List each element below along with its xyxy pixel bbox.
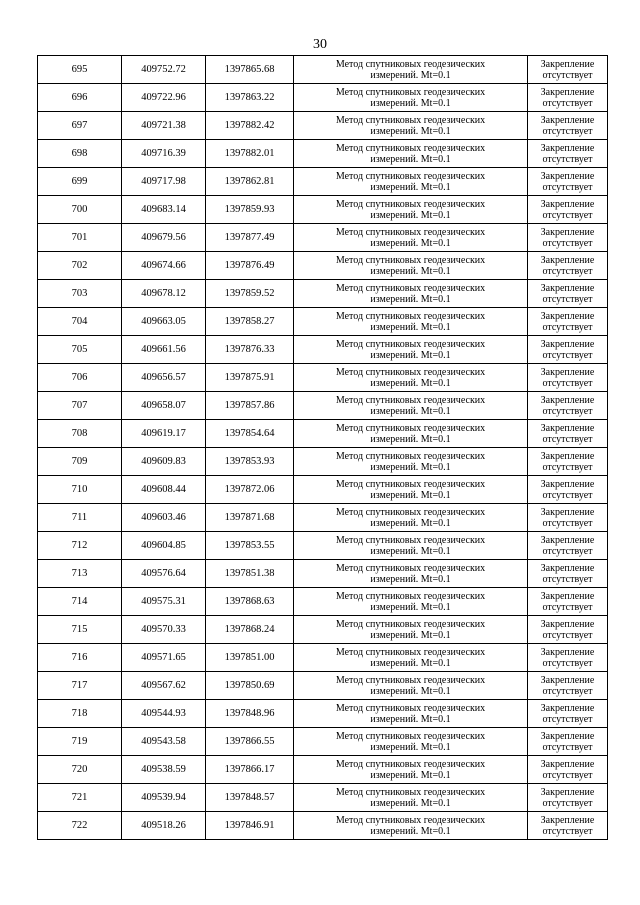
method-cell — [294, 420, 528, 448]
method-cell — [294, 168, 528, 196]
table-row — [38, 448, 608, 476]
table-row — [38, 728, 608, 756]
table-row — [38, 532, 608, 560]
method-line-2: измерений. Mt=0.1 — [370, 517, 451, 529]
fixation-line-2: отсутствует — [542, 293, 593, 305]
point-number-cell: 718 — [38, 700, 122, 728]
point-number-cell: 702 — [38, 252, 122, 280]
method-line-2: измерений. Mt=0.1 — [370, 797, 451, 809]
method-line-1: Метод спутниковых геодезических — [335, 86, 486, 98]
x-coordinate-cell: 409609.83 — [122, 448, 206, 476]
fixation-cell — [528, 56, 608, 84]
method-line-2: измерений. Mt=0.1 — [370, 685, 451, 697]
fixation-cell — [528, 168, 608, 196]
method-cell — [294, 476, 528, 504]
method-cell — [294, 112, 528, 140]
fixation-line-1: Закрепление — [540, 590, 595, 602]
fixation-line-1: Закрепление — [540, 646, 595, 658]
fixation-cell — [528, 84, 608, 112]
method-line-1: Метод спутниковых геодезических — [335, 366, 486, 378]
fixation-line-2: отсутствует — [542, 657, 593, 669]
x-coordinate-cell: 409539.94 — [122, 784, 206, 812]
table-row — [38, 756, 608, 784]
fixation-line-2: отсутствует — [542, 209, 593, 221]
table-body — [38, 56, 608, 840]
table-row — [38, 476, 608, 504]
fixation-line-1: Закрепление — [540, 422, 595, 434]
point-number-cell: 721 — [38, 784, 122, 812]
table-row — [38, 420, 608, 448]
table-row — [38, 280, 608, 308]
method-line-1: Метод спутниковых геодезических — [335, 226, 486, 238]
method-line-2: измерений. Mt=0.1 — [370, 825, 451, 837]
fixation-cell — [528, 392, 608, 420]
fixation-cell — [528, 700, 608, 728]
fixation-line-1: Закрепление — [540, 338, 595, 350]
fixation-cell — [528, 672, 608, 700]
method-line-2: измерений. Mt=0.1 — [370, 377, 451, 389]
x-coordinate-cell: 409716.39 — [122, 140, 206, 168]
method-cell — [294, 84, 528, 112]
method-cell — [294, 392, 528, 420]
fixation-line-2: отсутствует — [542, 741, 593, 753]
fixation-line-2: отсутствует — [542, 433, 593, 445]
fixation-line-1: Закрепление — [540, 618, 595, 630]
fixation-line-1: Закрепление — [540, 730, 595, 742]
method-line-2: измерений. Mt=0.1 — [370, 321, 451, 333]
y-coordinate-cell: 1397876.33 — [206, 336, 294, 364]
page-number: 30 — [313, 37, 327, 52]
x-coordinate-cell: 409656.57 — [122, 364, 206, 392]
coordinates-table — [37, 55, 608, 840]
method-line-2: измерений. Mt=0.1 — [370, 237, 451, 249]
method-cell — [294, 280, 528, 308]
table-row — [38, 84, 608, 112]
fixation-line-2: отсутствует — [542, 461, 593, 473]
point-number-cell: 703 — [38, 280, 122, 308]
method-line-1: Метод спутниковых геодезических — [335, 646, 486, 658]
fixation-cell — [528, 784, 608, 812]
fixation-line-2: отсутствует — [542, 265, 593, 277]
y-coordinate-cell: 1397851.38 — [206, 560, 294, 588]
table-row — [38, 112, 608, 140]
y-coordinate-cell: 1397868.63 — [206, 588, 294, 616]
table-row — [38, 784, 608, 812]
method-line-2: измерений. Mt=0.1 — [370, 461, 451, 473]
method-line-1: Метод спутниковых геодезических — [335, 422, 486, 434]
fixation-line-1: Закрепление — [540, 142, 595, 154]
fixation-cell — [528, 532, 608, 560]
method-line-1: Метод спутниковых геодезических — [335, 254, 486, 266]
fixation-line-1: Закрепление — [540, 114, 595, 126]
x-coordinate-cell: 409575.31 — [122, 588, 206, 616]
fixation-line-1: Закрепление — [540, 226, 595, 238]
fixation-line-1: Закрепление — [540, 282, 595, 294]
fixation-cell — [528, 644, 608, 672]
fixation-line-2: отсутствует — [542, 489, 593, 501]
fixation-line-1: Закрепление — [540, 562, 595, 574]
fixation-cell — [528, 308, 608, 336]
method-cell — [294, 784, 528, 812]
fixation-cell — [528, 196, 608, 224]
x-coordinate-cell: 409604.85 — [122, 532, 206, 560]
method-line-2: измерений. Mt=0.1 — [370, 265, 451, 277]
fixation-line-2: отсутствует — [542, 797, 593, 809]
x-coordinate-cell: 409683.14 — [122, 196, 206, 224]
fixation-line-2: отсутствует — [542, 769, 593, 781]
y-coordinate-cell: 1397882.01 — [206, 140, 294, 168]
table-row — [38, 168, 608, 196]
method-line-2: измерений. Mt=0.1 — [370, 629, 451, 641]
fixation-cell — [528, 280, 608, 308]
y-coordinate-cell: 1397850.69 — [206, 672, 294, 700]
x-coordinate-cell: 409543.58 — [122, 728, 206, 756]
fixation-line-1: Закрепление — [540, 310, 595, 322]
fixation-line-1: Закрепление — [540, 58, 595, 70]
table-row — [38, 700, 608, 728]
y-coordinate-cell: 1397865.68 — [206, 56, 294, 84]
fixation-cell — [528, 336, 608, 364]
fixation-cell — [528, 364, 608, 392]
fixation-cell — [528, 728, 608, 756]
method-line-1: Метод спутниковых геодезических — [335, 310, 486, 322]
y-coordinate-cell: 1397854.64 — [206, 420, 294, 448]
x-coordinate-cell: 409603.46 — [122, 504, 206, 532]
method-line-1: Метод спутниковых геодезических — [335, 170, 486, 182]
fixation-line-2: отсутствует — [542, 321, 593, 333]
method-line-1: Метод спутниковых геодезических — [335, 702, 486, 714]
fixation-cell — [528, 504, 608, 532]
fixation-line-1: Закрепление — [540, 814, 595, 826]
fixation-cell — [528, 420, 608, 448]
method-cell — [294, 140, 528, 168]
method-line-2: измерений. Mt=0.1 — [370, 657, 451, 669]
y-coordinate-cell: 1397859.93 — [206, 196, 294, 224]
x-coordinate-cell: 409658.07 — [122, 392, 206, 420]
method-line-2: измерений. Mt=0.1 — [370, 769, 451, 781]
fixation-line-1: Закрепление — [540, 506, 595, 518]
table-row — [38, 644, 608, 672]
fixation-cell — [528, 812, 608, 840]
x-coordinate-cell: 409538.59 — [122, 756, 206, 784]
x-coordinate-cell: 409576.64 — [122, 560, 206, 588]
fixation-line-1: Закрепление — [540, 450, 595, 462]
method-line-1: Метод спутниковых геодезических — [335, 114, 486, 126]
point-number-cell: 710 — [38, 476, 122, 504]
y-coordinate-cell: 1397866.17 — [206, 756, 294, 784]
table-row — [38, 812, 608, 840]
fixation-line-2: отсутствует — [542, 629, 593, 641]
y-coordinate-cell: 1397853.93 — [206, 448, 294, 476]
point-number-cell: 695 — [38, 56, 122, 84]
fixation-line-1: Закрепление — [540, 170, 595, 182]
y-coordinate-cell: 1397846.91 — [206, 812, 294, 840]
method-line-1: Метод спутниковых геодезических — [335, 730, 486, 742]
fixation-cell — [528, 224, 608, 252]
method-cell — [294, 644, 528, 672]
fixation-line-1: Закрепление — [540, 758, 595, 770]
y-coordinate-cell: 1397859.52 — [206, 280, 294, 308]
fixation-line-1: Закрепление — [540, 534, 595, 546]
method-line-2: измерений. Mt=0.1 — [370, 69, 451, 81]
table-row — [38, 504, 608, 532]
table-row — [38, 196, 608, 224]
method-cell — [294, 364, 528, 392]
point-number-cell: 699 — [38, 168, 122, 196]
method-line-2: измерений. Mt=0.1 — [370, 153, 451, 165]
point-number-cell: 713 — [38, 560, 122, 588]
fixation-line-2: отсутствует — [542, 181, 593, 193]
point-number-cell: 711 — [38, 504, 122, 532]
fixation-line-2: отсутствует — [542, 349, 593, 361]
method-line-1: Метод спутниковых геодезических — [335, 338, 486, 350]
method-line-2: измерений. Mt=0.1 — [370, 601, 451, 613]
method-line-1: Метод спутниковых геодезических — [335, 394, 486, 406]
y-coordinate-cell: 1397882.42 — [206, 112, 294, 140]
fixation-line-1: Закрепление — [540, 702, 595, 714]
x-coordinate-cell: 409752.72 — [122, 56, 206, 84]
fixation-line-1: Закрепление — [540, 254, 595, 266]
fixation-line-1: Закрепление — [540, 786, 595, 798]
y-coordinate-cell: 1397863.22 — [206, 84, 294, 112]
point-number-cell: 719 — [38, 728, 122, 756]
y-coordinate-cell: 1397851.00 — [206, 644, 294, 672]
method-cell — [294, 588, 528, 616]
method-line-1: Метод спутниковых геодезических — [335, 758, 486, 770]
y-coordinate-cell: 1397858.27 — [206, 308, 294, 336]
point-number-cell: 704 — [38, 308, 122, 336]
x-coordinate-cell: 409518.26 — [122, 812, 206, 840]
point-number-cell: 707 — [38, 392, 122, 420]
fixation-line-2: отсутствует — [542, 377, 593, 389]
x-coordinate-cell: 409567.62 — [122, 672, 206, 700]
fixation-line-2: отсутствует — [542, 405, 593, 417]
method-cell — [294, 504, 528, 532]
method-line-2: измерений. Mt=0.1 — [370, 97, 451, 109]
point-number-cell: 715 — [38, 616, 122, 644]
method-cell — [294, 700, 528, 728]
method-cell — [294, 56, 528, 84]
fixation-line-2: отсутствует — [542, 573, 593, 585]
table-row — [38, 224, 608, 252]
point-number-cell: 706 — [38, 364, 122, 392]
fixation-line-2: отсутствует — [542, 601, 593, 613]
fixation-cell — [528, 588, 608, 616]
method-cell — [294, 224, 528, 252]
table-row — [38, 252, 608, 280]
x-coordinate-cell: 409722.96 — [122, 84, 206, 112]
method-line-1: Метод спутниковых геодезических — [335, 534, 486, 546]
fixation-line-2: отсутствует — [542, 237, 593, 249]
point-number-cell: 708 — [38, 420, 122, 448]
method-line-1: Метод спутниковых геодезических — [335, 58, 486, 70]
x-coordinate-cell: 409678.12 — [122, 280, 206, 308]
point-number-cell: 698 — [38, 140, 122, 168]
table-row — [38, 392, 608, 420]
method-line-1: Метод спутниковых геодезических — [335, 562, 486, 574]
method-cell — [294, 560, 528, 588]
point-number-cell: 720 — [38, 756, 122, 784]
x-coordinate-cell: 409661.56 — [122, 336, 206, 364]
method-cell — [294, 308, 528, 336]
fixation-line-2: отсутствует — [542, 97, 593, 109]
method-line-1: Метод спутниковых геодезических — [335, 142, 486, 154]
method-line-1: Метод спутниковых геодезических — [335, 786, 486, 798]
fixation-line-1: Закрепление — [540, 198, 595, 210]
fixation-line-2: отсутствует — [542, 69, 593, 81]
y-coordinate-cell: 1397857.86 — [206, 392, 294, 420]
y-coordinate-cell: 1397853.55 — [206, 532, 294, 560]
fixation-cell — [528, 448, 608, 476]
y-coordinate-cell: 1397862.81 — [206, 168, 294, 196]
x-coordinate-cell: 409674.66 — [122, 252, 206, 280]
fixation-cell — [528, 112, 608, 140]
table-row — [38, 364, 608, 392]
fixation-line-1: Закрепление — [540, 478, 595, 490]
method-line-2: измерений. Mt=0.1 — [370, 209, 451, 221]
table-row — [38, 336, 608, 364]
method-cell — [294, 532, 528, 560]
point-number-cell: 701 — [38, 224, 122, 252]
y-coordinate-cell: 1397848.57 — [206, 784, 294, 812]
fixation-cell — [528, 616, 608, 644]
method-cell — [294, 336, 528, 364]
method-cell — [294, 616, 528, 644]
x-coordinate-cell: 409619.17 — [122, 420, 206, 448]
x-coordinate-cell: 409571.65 — [122, 644, 206, 672]
table-row — [38, 616, 608, 644]
fixation-line-1: Закрепление — [540, 674, 595, 686]
x-coordinate-cell: 409544.93 — [122, 700, 206, 728]
point-number-cell: 696 — [38, 84, 122, 112]
y-coordinate-cell: 1397848.96 — [206, 700, 294, 728]
y-coordinate-cell: 1397875.91 — [206, 364, 294, 392]
fixation-cell — [528, 476, 608, 504]
fixation-line-1: Закрепление — [540, 394, 595, 406]
x-coordinate-cell: 409663.05 — [122, 308, 206, 336]
point-number-cell: 700 — [38, 196, 122, 224]
method-line-2: измерений. Mt=0.1 — [370, 489, 451, 501]
point-number-cell: 716 — [38, 644, 122, 672]
table-row — [38, 140, 608, 168]
fixation-line-2: отсутствует — [542, 517, 593, 529]
fixation-line-2: отсутствует — [542, 685, 593, 697]
table-row — [38, 56, 608, 84]
point-number-cell: 717 — [38, 672, 122, 700]
y-coordinate-cell: 1397866.55 — [206, 728, 294, 756]
table-row — [38, 588, 608, 616]
method-line-2: измерений. Mt=0.1 — [370, 181, 451, 193]
table-row — [38, 672, 608, 700]
method-cell — [294, 252, 528, 280]
fixation-cell — [528, 560, 608, 588]
x-coordinate-cell: 409679.56 — [122, 224, 206, 252]
method-line-2: измерений. Mt=0.1 — [370, 293, 451, 305]
point-number-cell: 714 — [38, 588, 122, 616]
method-cell — [294, 812, 528, 840]
method-cell — [294, 196, 528, 224]
method-line-1: Метод спутниковых геодезических — [335, 590, 486, 602]
fixation-line-2: отсутствует — [542, 153, 593, 165]
method-line-2: измерений. Mt=0.1 — [370, 349, 451, 361]
point-number-cell: 712 — [38, 532, 122, 560]
method-cell — [294, 672, 528, 700]
fixation-line-1: Закрепление — [540, 366, 595, 378]
x-coordinate-cell: 409717.98 — [122, 168, 206, 196]
method-line-2: измерений. Mt=0.1 — [370, 545, 451, 557]
method-line-1: Метод спутниковых геодезических — [335, 450, 486, 462]
method-line-2: измерений. Mt=0.1 — [370, 713, 451, 725]
fixation-line-2: отсутствует — [542, 825, 593, 837]
fixation-line-2: отсутствует — [542, 545, 593, 557]
table-row — [38, 308, 608, 336]
method-cell — [294, 728, 528, 756]
method-line-2: измерений. Mt=0.1 — [370, 433, 451, 445]
method-line-1: Метод спутниковых геодезических — [335, 618, 486, 630]
y-coordinate-cell: 1397871.68 — [206, 504, 294, 532]
y-coordinate-cell: 1397868.24 — [206, 616, 294, 644]
fixation-line-1: Закрепление — [540, 86, 595, 98]
fixation-line-2: отсутствует — [542, 713, 593, 725]
point-number-cell: 722 — [38, 812, 122, 840]
method-line-2: измерений. Mt=0.1 — [370, 125, 451, 137]
method-line-1: Метод спутниковых геодезических — [335, 198, 486, 210]
y-coordinate-cell: 1397877.49 — [206, 224, 294, 252]
point-number-cell: 697 — [38, 112, 122, 140]
method-line-2: измерений. Mt=0.1 — [370, 741, 451, 753]
fixation-cell — [528, 252, 608, 280]
method-line-1: Метод спутниковых геодезических — [335, 478, 486, 490]
y-coordinate-cell: 1397872.06 — [206, 476, 294, 504]
x-coordinate-cell: 409608.44 — [122, 476, 206, 504]
y-coordinate-cell: 1397876.49 — [206, 252, 294, 280]
method-cell — [294, 448, 528, 476]
fixation-cell — [528, 756, 608, 784]
point-number-cell: 705 — [38, 336, 122, 364]
method-line-1: Метод спутниковых геодезических — [335, 674, 486, 686]
method-line-2: измерений. Mt=0.1 — [370, 573, 451, 585]
method-cell — [294, 756, 528, 784]
point-number-cell: 709 — [38, 448, 122, 476]
method-line-2: измерений. Mt=0.1 — [370, 405, 451, 417]
table-row — [38, 560, 608, 588]
x-coordinate-cell: 409721.38 — [122, 112, 206, 140]
method-line-1: Метод спутниковых геодезических — [335, 506, 486, 518]
fixation-cell — [528, 140, 608, 168]
method-line-1: Метод спутниковых геодезических — [335, 282, 486, 294]
x-coordinate-cell: 409570.33 — [122, 616, 206, 644]
method-line-1: Метод спутниковых геодезических — [335, 814, 486, 826]
fixation-line-2: отсутствует — [542, 125, 593, 137]
